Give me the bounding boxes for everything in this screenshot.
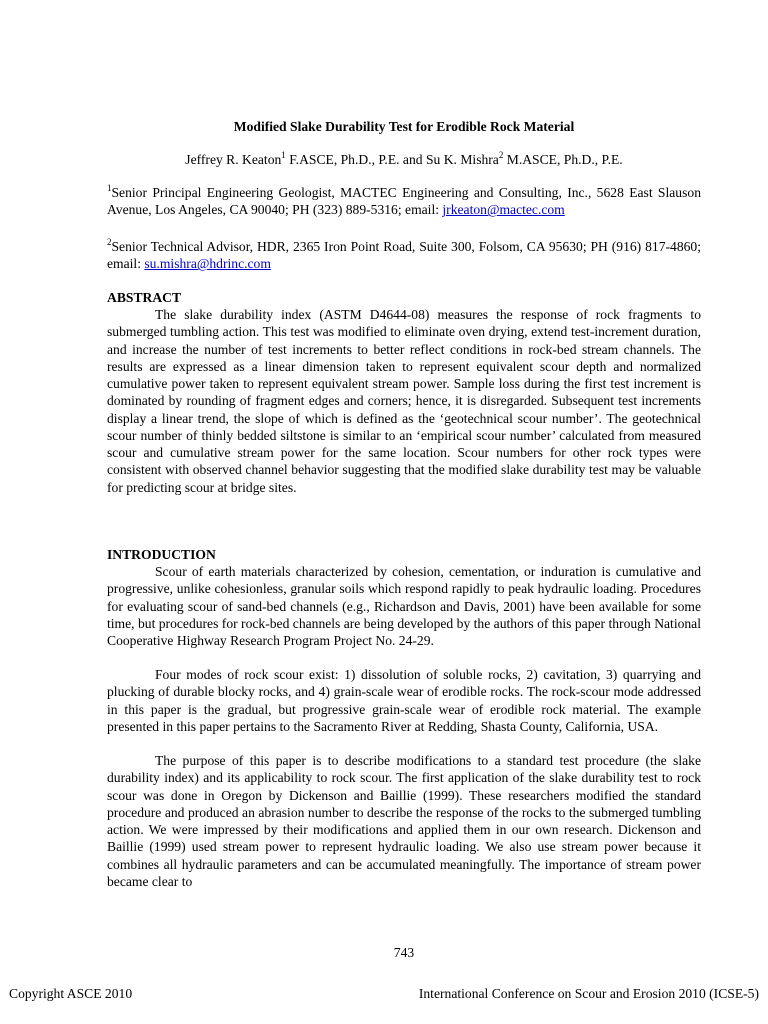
- abstract-paragraph: The slake durability index (ASTM D4644-08) measures the response of rock fragments to submerged tumbling action. This test was modified to eliminate oven drying, extend test-increment duration, and increase the number of test increments to better reflect conditions in rock-bed stream channels. The results are expressed as a linear dimension taken to represent equivalent scour depth and normalized cumulative power taken to represent equivalent stream power. Sample loss during the first test increment is dominated by rounding of fragment edges and corners; hence, it is disregarded. Subsequent test increments display a linear trend, the slope of which is defined as the ‘geotechnical scour number’. The geotechnical scour number of thinly bedded siltstone is similar to an ‘empirical scour number’ calculated from measured scour and cumulative stream power for the same location. Scour numbers for other rock types were consistent with observed channel behavior suggesting that the modified slake durability test may be valuable for predicting scour at bridge sites.: [107, 307, 701, 495]
- affiliation-1-sup: 1: [107, 183, 112, 193]
- email-link-mishra[interactable]: su.mishra@hdrinc.com: [144, 256, 271, 272]
- paper-title: Modified Slake Durability Test for Erodible Rock Material: [233, 119, 575, 134]
- introduction-paragraph-3: The purpose of this paper is to describe modifications to a standard test procedure (the slake durability index) and its applicability to rock scour. The first application of the slake durability test to rock scour was done in Oregon by Dickenson and Baillie (1999). These researchers modified the standard procedure and produced an abrasion number to describe the response of the rocks to the submerged tumbling action. We were impressed by their modifications and applied them in our own research. Dickenson and Baillie (1999) used stream power to represent hydraulic loading. We also use stream power because it combines all hydraulic parameters and can be accumulated meaningfully. The importance of stream power became clear to: [107, 753, 701, 889]
- page-number: 743: [393, 945, 415, 960]
- affiliation-1: [107, 184, 701, 219]
- affiliation-2-sup: 2: [107, 237, 112, 247]
- author-1-name: Jeffrey R. Keaton: [185, 152, 282, 167]
- introduction-paragraph-2: Four modes of rock scour exist: 1) dissolution of soluble rocks, 2) cavitation, 3) quarrying and plucking of durable blocky rocks, and 4) grain-scale wear of erodible rocks. The rock-scour mode addressed in this paper is the gradual, but progressive grain-scale wear of erodible rock material. The example presented in this paper pertains to the Sacramento River at Redding, Shasta County, California, USA.: [107, 667, 701, 734]
- introduction-paragraph-1: Scour of earth materials characterized by cohesion, cementation, or induration is cumulative and progressive, unlike cohesionless, granular soils which respond rapidly to peak hydraulic loading. Procedures for evaluating scour of sand-bed channels (e.g., Richardson and Davis, 2001) have been available for some time, but procedures for rock-bed channels are being developed by the authors of this paper through National Cooperative Highway Research Program Project No. 24-29.: [107, 564, 701, 648]
- email-link-keaton[interactable]: jrkeaton@mactec.com: [442, 202, 565, 218]
- affiliation-2: [107, 238, 701, 273]
- affiliation-1-text: Senior Principal Engineering Geologist, MACTEC Engineering and Consulting, Inc., 5628 East Slauson Avenue, Los Angeles, CA 90040; PH (323) 889-5316; email:: [107, 185, 701, 218]
- affiliation-2-text: Senior Technical Advisor, HDR, 2365 Iron Point Road, Suite 300, Folsom, CA 95630; PH (916) 817-4860; email:: [107, 239, 701, 272]
- footer-copyright: Copyright ASCE 2010: [9, 986, 133, 1001]
- introduction-heading: INTRODUCTION: [107, 547, 216, 562]
- author-2-credentials: M.ASCE, Ph.D., P.E.: [503, 152, 623, 167]
- footer-conference: International Conference on Scour and Erosion 2010 (ICSE-5): [418, 986, 759, 1001]
- author-credentials: F.ASCE, Ph.D., P.E. and Su K. Mishra: [285, 152, 499, 167]
- author-line: [107, 151, 701, 168]
- abstract-heading: ABSTRACT: [107, 290, 182, 305]
- author-2-sup: 2: [498, 150, 504, 160]
- author-1-sup: 1: [281, 150, 286, 160]
